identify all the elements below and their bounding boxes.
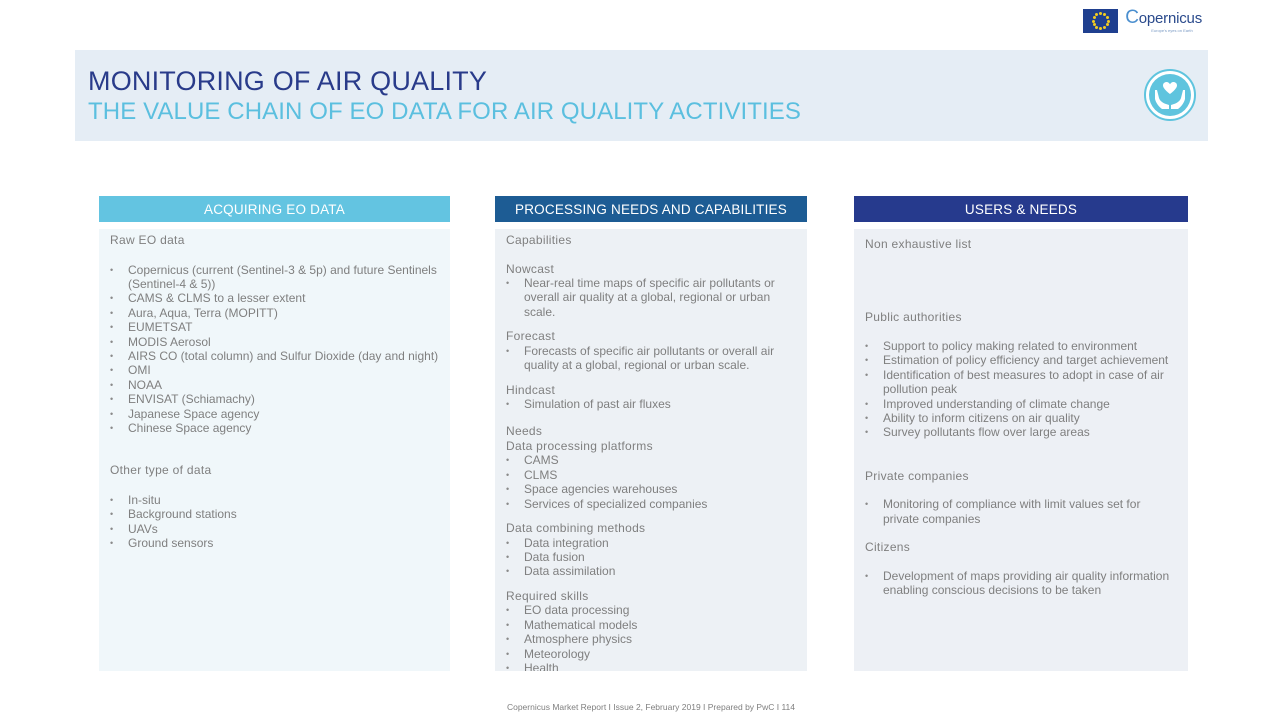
- combining-list: [506, 536, 796, 579]
- list-item: • Data integration: [506, 536, 796, 550]
- flag-star: [1093, 16, 1096, 19]
- list-item: • EUMETSAT: [110, 320, 439, 334]
- section-title: Hindcast: [506, 382, 556, 397]
- list-item: • Meteorology: [506, 647, 796, 661]
- list-item: • Ability to inform citizens on air quality: [865, 411, 1177, 425]
- list-item: • Services of specialized companies: [506, 497, 796, 511]
- list-item: • Atmosphere physics: [506, 632, 796, 646]
- list-item: • Health: [506, 661, 796, 671]
- section-title: Forecast: [506, 329, 556, 344]
- page-subtitle: THE VALUE CHAIN OF EO DATA FOR AIR QUALITY ACTIVITIES: [88, 98, 801, 125]
- citizens-list: [865, 569, 1177, 598]
- section-title: Public authorities: [865, 309, 962, 324]
- column-header-acquiring: ACQUIRING EO DATA: [99, 196, 450, 222]
- flag-star: [1103, 26, 1106, 29]
- column-body-processing: [495, 229, 807, 671]
- list-item: • EO data processing: [506, 603, 796, 617]
- forecast-list: [506, 344, 796, 373]
- section-title: Needs: [506, 424, 543, 439]
- flag-star: [1099, 12, 1102, 15]
- list-item: • Data assimilation: [506, 564, 796, 578]
- section-title: Raw EO data: [110, 233, 185, 247]
- list-item: • CAMS & CLMS to a lesser extent: [110, 291, 439, 305]
- copernicus-logo: Copernicus Europe's eyes on Earth: [1125, 6, 1202, 33]
- list-item: • Support to policy making related to environment: [865, 339, 1177, 353]
- list-item: • Simulation of past air fluxes: [506, 397, 796, 411]
- list-item: • NOAA: [110, 378, 439, 392]
- flag-star: [1095, 13, 1098, 16]
- copernicus-tagline: Europe's eyes on Earth: [1151, 27, 1193, 33]
- column-header-users: USERS & NEEDS: [854, 196, 1188, 222]
- list-item: • Data fusion: [506, 550, 796, 564]
- column-processing: [495, 196, 807, 671]
- section-title: Capabilities: [506, 233, 572, 247]
- flag-star: [1099, 27, 1102, 30]
- section-title: Nowcast: [506, 261, 555, 276]
- list-item: • MODIS Aerosol: [110, 335, 439, 349]
- private-list: [865, 497, 1177, 526]
- column-body-users: [854, 229, 1188, 671]
- list-item: • ENVISAT (Schiamachy): [110, 392, 439, 406]
- list-item: • Identification of best measures to adopt in case of air pollution peak: [865, 368, 1177, 397]
- flag-star: [1095, 26, 1098, 29]
- flag-star: [1106, 23, 1109, 26]
- section-note: Non exhaustive list: [865, 237, 972, 251]
- section-title: Other type of data: [110, 463, 212, 478]
- flag-star: [1107, 20, 1110, 23]
- list-item: • Estimation of policy efficiency and target achievement: [865, 353, 1177, 367]
- list-item: • Development of maps providing air quality information enabling conscious decisions to be taken: [865, 569, 1177, 598]
- section-title: Data combining methods: [506, 521, 646, 536]
- flag-star: [1092, 20, 1095, 23]
- column-body-acquiring: [99, 229, 450, 671]
- list-item: • Japanese Space agency: [110, 407, 439, 421]
- logo-area: [1083, 6, 1202, 33]
- header-band: [75, 50, 1208, 141]
- section-title: Required skills: [506, 588, 589, 603]
- list-item: • Survey pollutants flow over large areas: [865, 425, 1177, 439]
- list-item: • OMI: [110, 363, 439, 377]
- public-list: [865, 339, 1177, 440]
- copernicus-wordmark: opernicus: [1138, 9, 1202, 27]
- list-item: • In-situ: [110, 493, 439, 507]
- list-item: • AIRS CO (total column) and Sulfur Dioxide (day and night): [110, 349, 439, 363]
- hands-heart-icon: [1144, 69, 1196, 121]
- list-item: • Monitoring of compliance with limit values set for private companies: [865, 497, 1177, 526]
- list-item: • Forecasts of specific air pollutants or overall air quality at a global, regional or urban scale.: [506, 344, 796, 373]
- flag-star: [1106, 16, 1109, 19]
- section-title: Citizens: [865, 540, 911, 555]
- list-item: • Improved understanding of climate change: [865, 397, 1177, 411]
- list-item: • Copernicus (current (Sentinel-3 & 5p) and future Sentinels (Sentinel-4 & 5)): [110, 263, 439, 292]
- list-item: • Aura, Aqua, Terra (MOPITT): [110, 306, 439, 320]
- column-header-processing: PROCESSING NEEDS AND CAPABILITIES: [495, 196, 807, 222]
- platforms-list: [506, 453, 796, 511]
- list-item: • UAVs: [110, 522, 439, 536]
- list-item: • Mathematical models: [506, 618, 796, 632]
- eu-flag-icon: [1083, 9, 1118, 33]
- section-title: Data processing platforms: [506, 438, 653, 453]
- hindcast-list: [506, 397, 796, 411]
- list-item: • Ground sensors: [110, 536, 439, 550]
- list-item: • Space agencies warehouses: [506, 482, 796, 496]
- list-item: • CLMS: [506, 468, 796, 482]
- raw-data-list: [110, 263, 439, 436]
- section-title: Private companies: [865, 468, 969, 483]
- list-item: • Near-real time maps of specific air pollutants or overall air quality at a global, regional or urban scale.: [506, 276, 796, 319]
- column-users: [854, 196, 1188, 671]
- skills-list: [506, 603, 796, 671]
- other-data-list: [110, 493, 439, 551]
- list-item: • CAMS: [506, 453, 796, 467]
- nowcast-list: [506, 276, 796, 319]
- page-title: MONITORING OF AIR QUALITY: [88, 66, 488, 96]
- list-item: • Chinese Space agency: [110, 421, 439, 435]
- footer: Copernicus Market Report I Issue 2, February 2019 I Prepared by PwC I 114: [506, 702, 796, 712]
- column-acquiring: [99, 196, 450, 671]
- list-item: • Background stations: [110, 507, 439, 521]
